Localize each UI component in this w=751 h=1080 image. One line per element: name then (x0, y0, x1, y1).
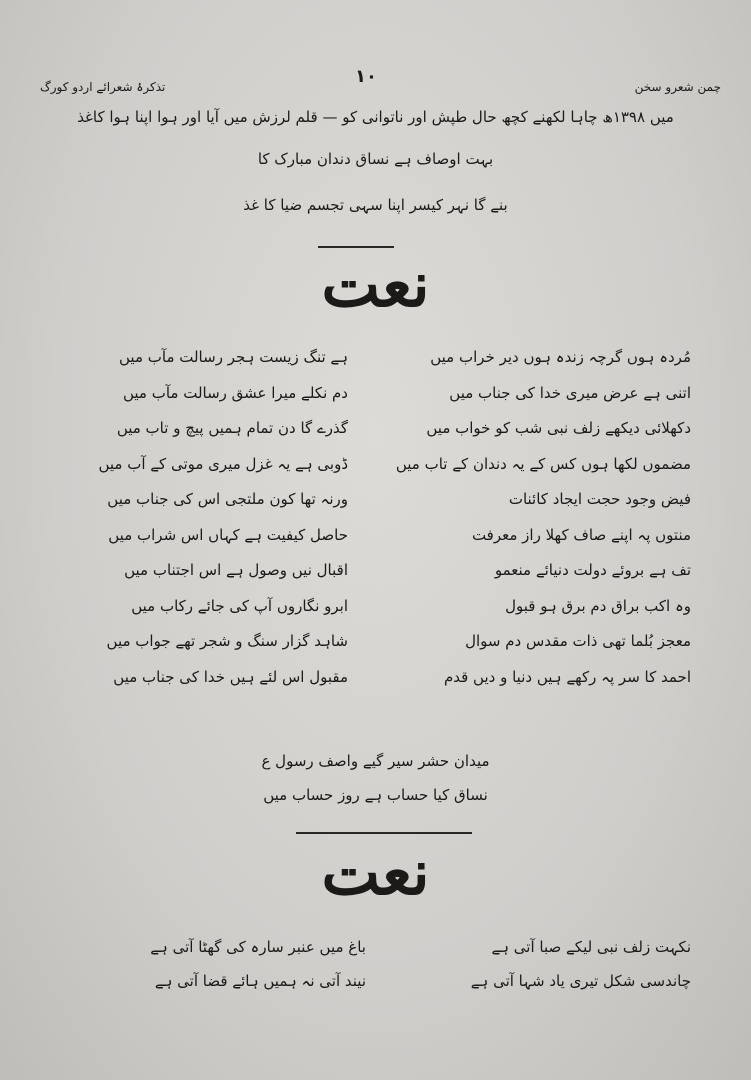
running-header-left: تذکرۂ شعرائے اردو کورگ (40, 80, 166, 94)
closing-verse: نساق کیا حساب ہے روز حساب میں (263, 786, 488, 804)
intro-line: بنے گا نہر کیسر اپنا سہی تجسم ضیا کا غذ (243, 196, 508, 214)
verse-line: منتوں پہ اپنے صاف کھلا راز معرفت (471, 525, 691, 544)
naat-title: نعت (321, 836, 430, 909)
verse-line: شاہد گزار سنگ و شجر تھے جواب میں (106, 632, 348, 650)
naat1-right-column (391, 340, 691, 695)
verse-line: مقبول اس لئے ہیں خدا کی جناب میں (113, 667, 348, 686)
naat-title: نعت (321, 248, 430, 321)
verse-line: گذرے گا دن تمام ہمیں پیچ و تاب میں (116, 419, 348, 437)
verse-line: تف ہے بروئے دولت دنیائے منعمو (494, 561, 691, 579)
verse-line: نیند آتی نہ ہمیں ہائے قضا آتی ہے (154, 972, 366, 990)
verse-line: حاصل کیفیت ہے کہاں اس شراب میں (108, 525, 348, 544)
intro-line: میں ۱۳۹۸ھ چاہا لکھنے کچھ حال طپش اور ناتوانی کو — قلم لرزش میں آیا اور ہوا اپنا ہوا کاغذ (77, 108, 674, 126)
naat1-left-column (48, 340, 348, 695)
page-number: ۱۰ (355, 66, 377, 87)
verse-line: ابرو نگاروں آپ کی جائے رکاب میں (131, 596, 348, 615)
verse-line: نکہت زلف نبی لیکے صبا آتی ہے (491, 938, 691, 956)
verse-line: باغ میں عنبر سارہ کی گھٹا آتی ہے (150, 938, 366, 956)
verse-line: وہ اکب براق دم برق ہو قبول (505, 596, 691, 615)
verse-line: اتنی ہے عرض میری خدا کی جناب میں (449, 383, 691, 402)
closing-verse: میدان حشر سیر گیے واصف رسول ع (261, 752, 490, 770)
verse-line: ورنہ تھا کون ملتجی اس کی جناب میں (107, 490, 348, 508)
verse-line: ہے تنگ زیست ہجر رسالت مآب میں (119, 348, 348, 366)
verse-line: معجز بُلما تھی ذات مقدس دم سوال (465, 632, 691, 650)
verse-line: دم نکلے میرا عشق رسالت مآب میں (122, 383, 348, 402)
running-header-right: چمن شعرو سخن (634, 80, 721, 94)
verse-line: ڈوبی ہے یہ غزل میری موتی کے آب میں (98, 454, 348, 473)
verse-line: احمد کا سر پہ رکھے ہیں دنیا و دیں قدم (443, 667, 691, 686)
verse-line: چاندسی شکل تیری یاد شہا آتی ہے (470, 972, 691, 990)
verse-line: دکھلائی دیکھے زلف نبی شب کو خواب میں (426, 419, 691, 437)
verse-line: فیض وجود حجت ایجاد کائنات (508, 490, 691, 508)
naat2-right-column (381, 930, 691, 998)
verse-line: مضموں لکھا ہوں کس کے یہ دندان کے تاب میں (395, 454, 691, 473)
intro-line: بہت اوصاف ہے نساق دندان مبارک کا (257, 150, 494, 168)
verse-line: مُردہ ہوں گرچہ زندہ ہوں دیر خراب میں (430, 348, 691, 366)
naat2-left-column (56, 930, 366, 998)
divider-rule (296, 832, 472, 834)
verse-line: اقبال نیں وصول ہے اس اجتناب میں (124, 561, 348, 579)
